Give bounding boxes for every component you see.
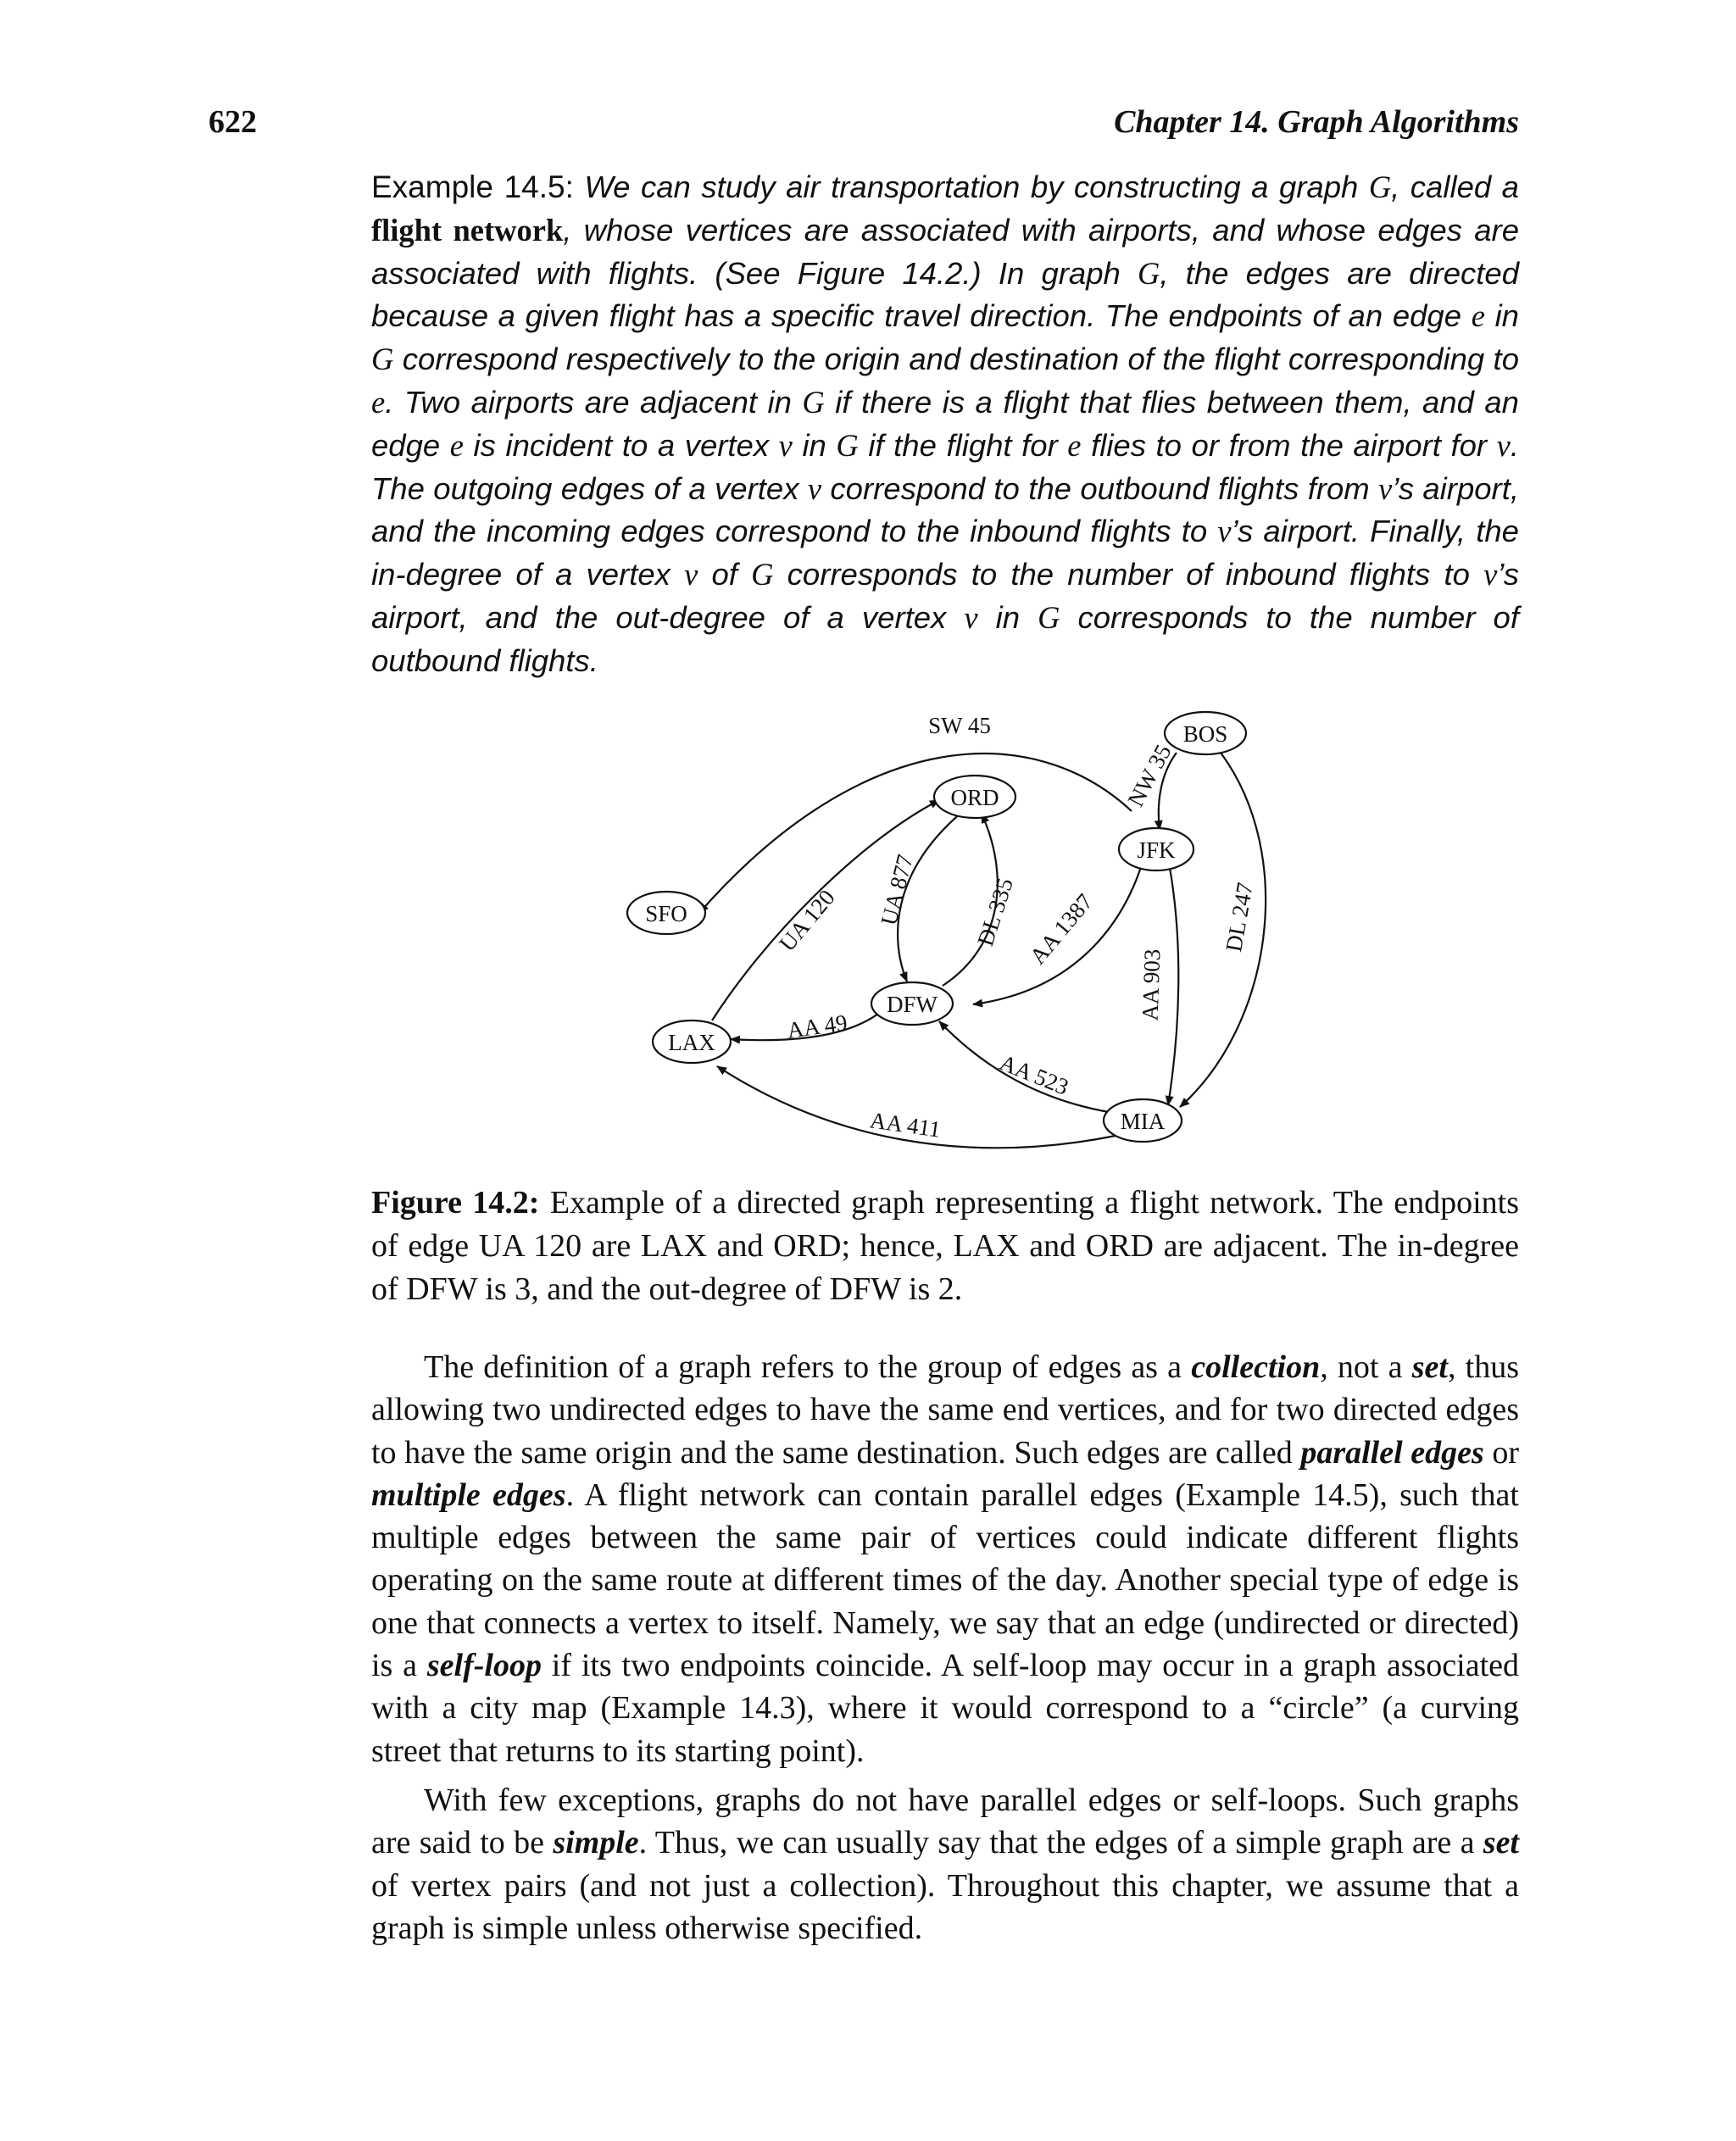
node-label-jfk: JFK [1137,837,1176,863]
edge-label-ua877: UA 877 [876,852,918,928]
figure-caption [371,1182,1519,1311]
edge-dl247 [1180,753,1266,1107]
example-text: of [698,557,752,592]
math-symbol: v [1217,514,1232,549]
text-run: if its two endpoints coincide. A self-loop may occur in a graph associated with a city map (Example 14.3), where it would correspond to a “circle” (a curving street that returns to its starting point). [371,1648,1520,1769]
term-set: set [1483,1825,1519,1861]
text-run: The definition of a graph refers to the group of edges as a [424,1349,1192,1385]
example-text: corresponds to the number of outbound flights. [371,599,1519,678]
example-text: . Two airports are adjacent in [385,384,803,420]
flight-network-graph [593,695,1322,1170]
term-simple: simple [553,1825,639,1861]
paragraph [371,1346,1519,1772]
edge-label-aa903: AA 903 [1137,948,1166,1021]
edge-label-aa411: AA 411 [868,1107,943,1143]
math-symbol: G [836,427,859,463]
math-symbol: v [1378,470,1393,506]
edge-aa903 [1168,868,1178,1105]
term-set: set [1411,1349,1448,1385]
term-collection: collection [1191,1349,1321,1385]
example-text: We can study air transportation by constructing a graph [584,170,1369,204]
example-label: Example 14.5: [371,170,574,204]
edge-label-dl335: DL 335 [972,875,1018,949]
text-run: , thus allowing two undirected edges to have the same end vertices, and for two directed edges to have the same origin and the same destination. Such edges are called [371,1349,1519,1471]
node-label-bos: BOS [1182,721,1228,747]
example-text: in [977,599,1038,635]
example-text: ’s airport, and the out-degree of a vertex [371,557,1519,635]
example-text: if there is a flight that flies between them, and an edge [371,384,1519,463]
example-text: correspond respectively to the origin and destination of the flight corresponding to [393,342,1519,377]
math-symbol: v [1483,557,1498,592]
text-run: . Thus, we can usually say that the edges of a simple graph are a [638,1825,1483,1861]
text-run: or [1483,1434,1519,1471]
math-symbol: e [1067,427,1082,463]
math-symbol: G [371,342,394,377]
edge-label-aa523: AA 523 [996,1049,1072,1100]
example-text: in [792,427,837,463]
math-symbol: G [1368,170,1392,204]
math-symbol: v [1496,427,1511,463]
edge-label-dl247: DL 247 [1221,880,1258,954]
term-parallel-edges: parallel edges [1300,1434,1484,1471]
term-multiple-edges: multiple edges [371,1476,566,1513]
example-text: is incident to a vertex [463,427,779,463]
example-text: corresponds to the number of inbound flights to [773,557,1484,592]
example-text: flies to or from the airport for [1081,427,1497,463]
math-symbol: e [371,384,386,420]
node-label-lax: LAX [668,1030,715,1055]
example-text: in [1484,298,1519,334]
node-label-dfw: DFW [887,992,938,1017]
node-label-sfo: SFO [645,901,687,926]
example-text: correspond to the outbound flights from [821,470,1379,506]
edge-label-nw35: NW 35 [1122,740,1177,811]
figure-caption-label: Figure 14.2: [371,1185,540,1221]
edge-label-sw45: SW 45 [928,713,991,738]
math-symbol: G [751,557,774,592]
math-symbol: v [807,470,822,506]
edge-label-aa1387: AA 1387 [1024,888,1099,970]
text-run: With few exceptions, graphs do not have parallel edges or self-loops. Such graphs are said to be [371,1782,1519,1861]
math-symbol: G [1138,255,1160,291]
example-text: ’s airport. Finally, the in-degree of a vertex [371,514,1519,592]
node-label-ord: ORD [950,785,999,810]
text-run: of vertex pairs (and not just a collection). Throughout this chapter, we assume that a graph is simple unless otherwise specified. [371,1867,1519,1946]
example-text: , called a [1391,170,1519,204]
math-symbol: G [1038,599,1060,635]
figure-caption-text: Example of a directed graph representing a flight network. The endpoints of edge UA 120 are LAX and ORD; hence, LAX and ORD are adjacent. The in-degree of DFW is 3, and the out-degree of DFW is 2. [371,1185,1520,1307]
math-symbol: e [1471,298,1485,334]
example-paragraph [371,166,1519,683]
flight-network-figure [593,695,1322,1170]
math-symbol: v [778,427,793,463]
node-label-mia: MIA [1120,1109,1166,1134]
math-symbol: e [449,427,464,463]
body-text [371,1346,1519,1949]
text-run: , not a [1320,1349,1412,1385]
example-text: if the flight for [858,427,1068,463]
example-text: . The outgoing edges of a vertex [371,427,1519,506]
term-flight-network: flight network [371,212,564,247]
math-symbol: v [964,599,978,635]
example-text: , whose vertices are associated with airports, and whose edges are associated with flights. (See Figure 14.2.) In graph [371,212,1519,291]
example-text: , the edges are directed because a given flight has a specific travel direction. The endpoints of an edge [371,255,1519,334]
example-text: ’s airport, and the incoming edges correspond to the inbound flights to [371,470,1519,549]
edge-label-aa49: AA 49 [785,1009,849,1043]
paragraph [371,1779,1519,1949]
page-number: 622 [209,104,257,140]
text-run: . A flight network can contain parallel edges (Example 14.5), such that multiple edges between the same pair of vertices could indicate different flights operating on the same route at different times of the day. Another special type of edge is one that connects a vertex to itself. Namely, we say that an edge (undirected or directed) is a [371,1476,1519,1684]
math-symbol: G [802,384,825,420]
term-self-loop: self-loop [426,1648,542,1684]
math-symbol: v [684,557,698,592]
edge-label-ua120: UA 120 [774,884,840,957]
running-head: Chapter 14. Graph Algorithms [1114,104,1519,140]
edge-sw45 [699,754,1132,913]
